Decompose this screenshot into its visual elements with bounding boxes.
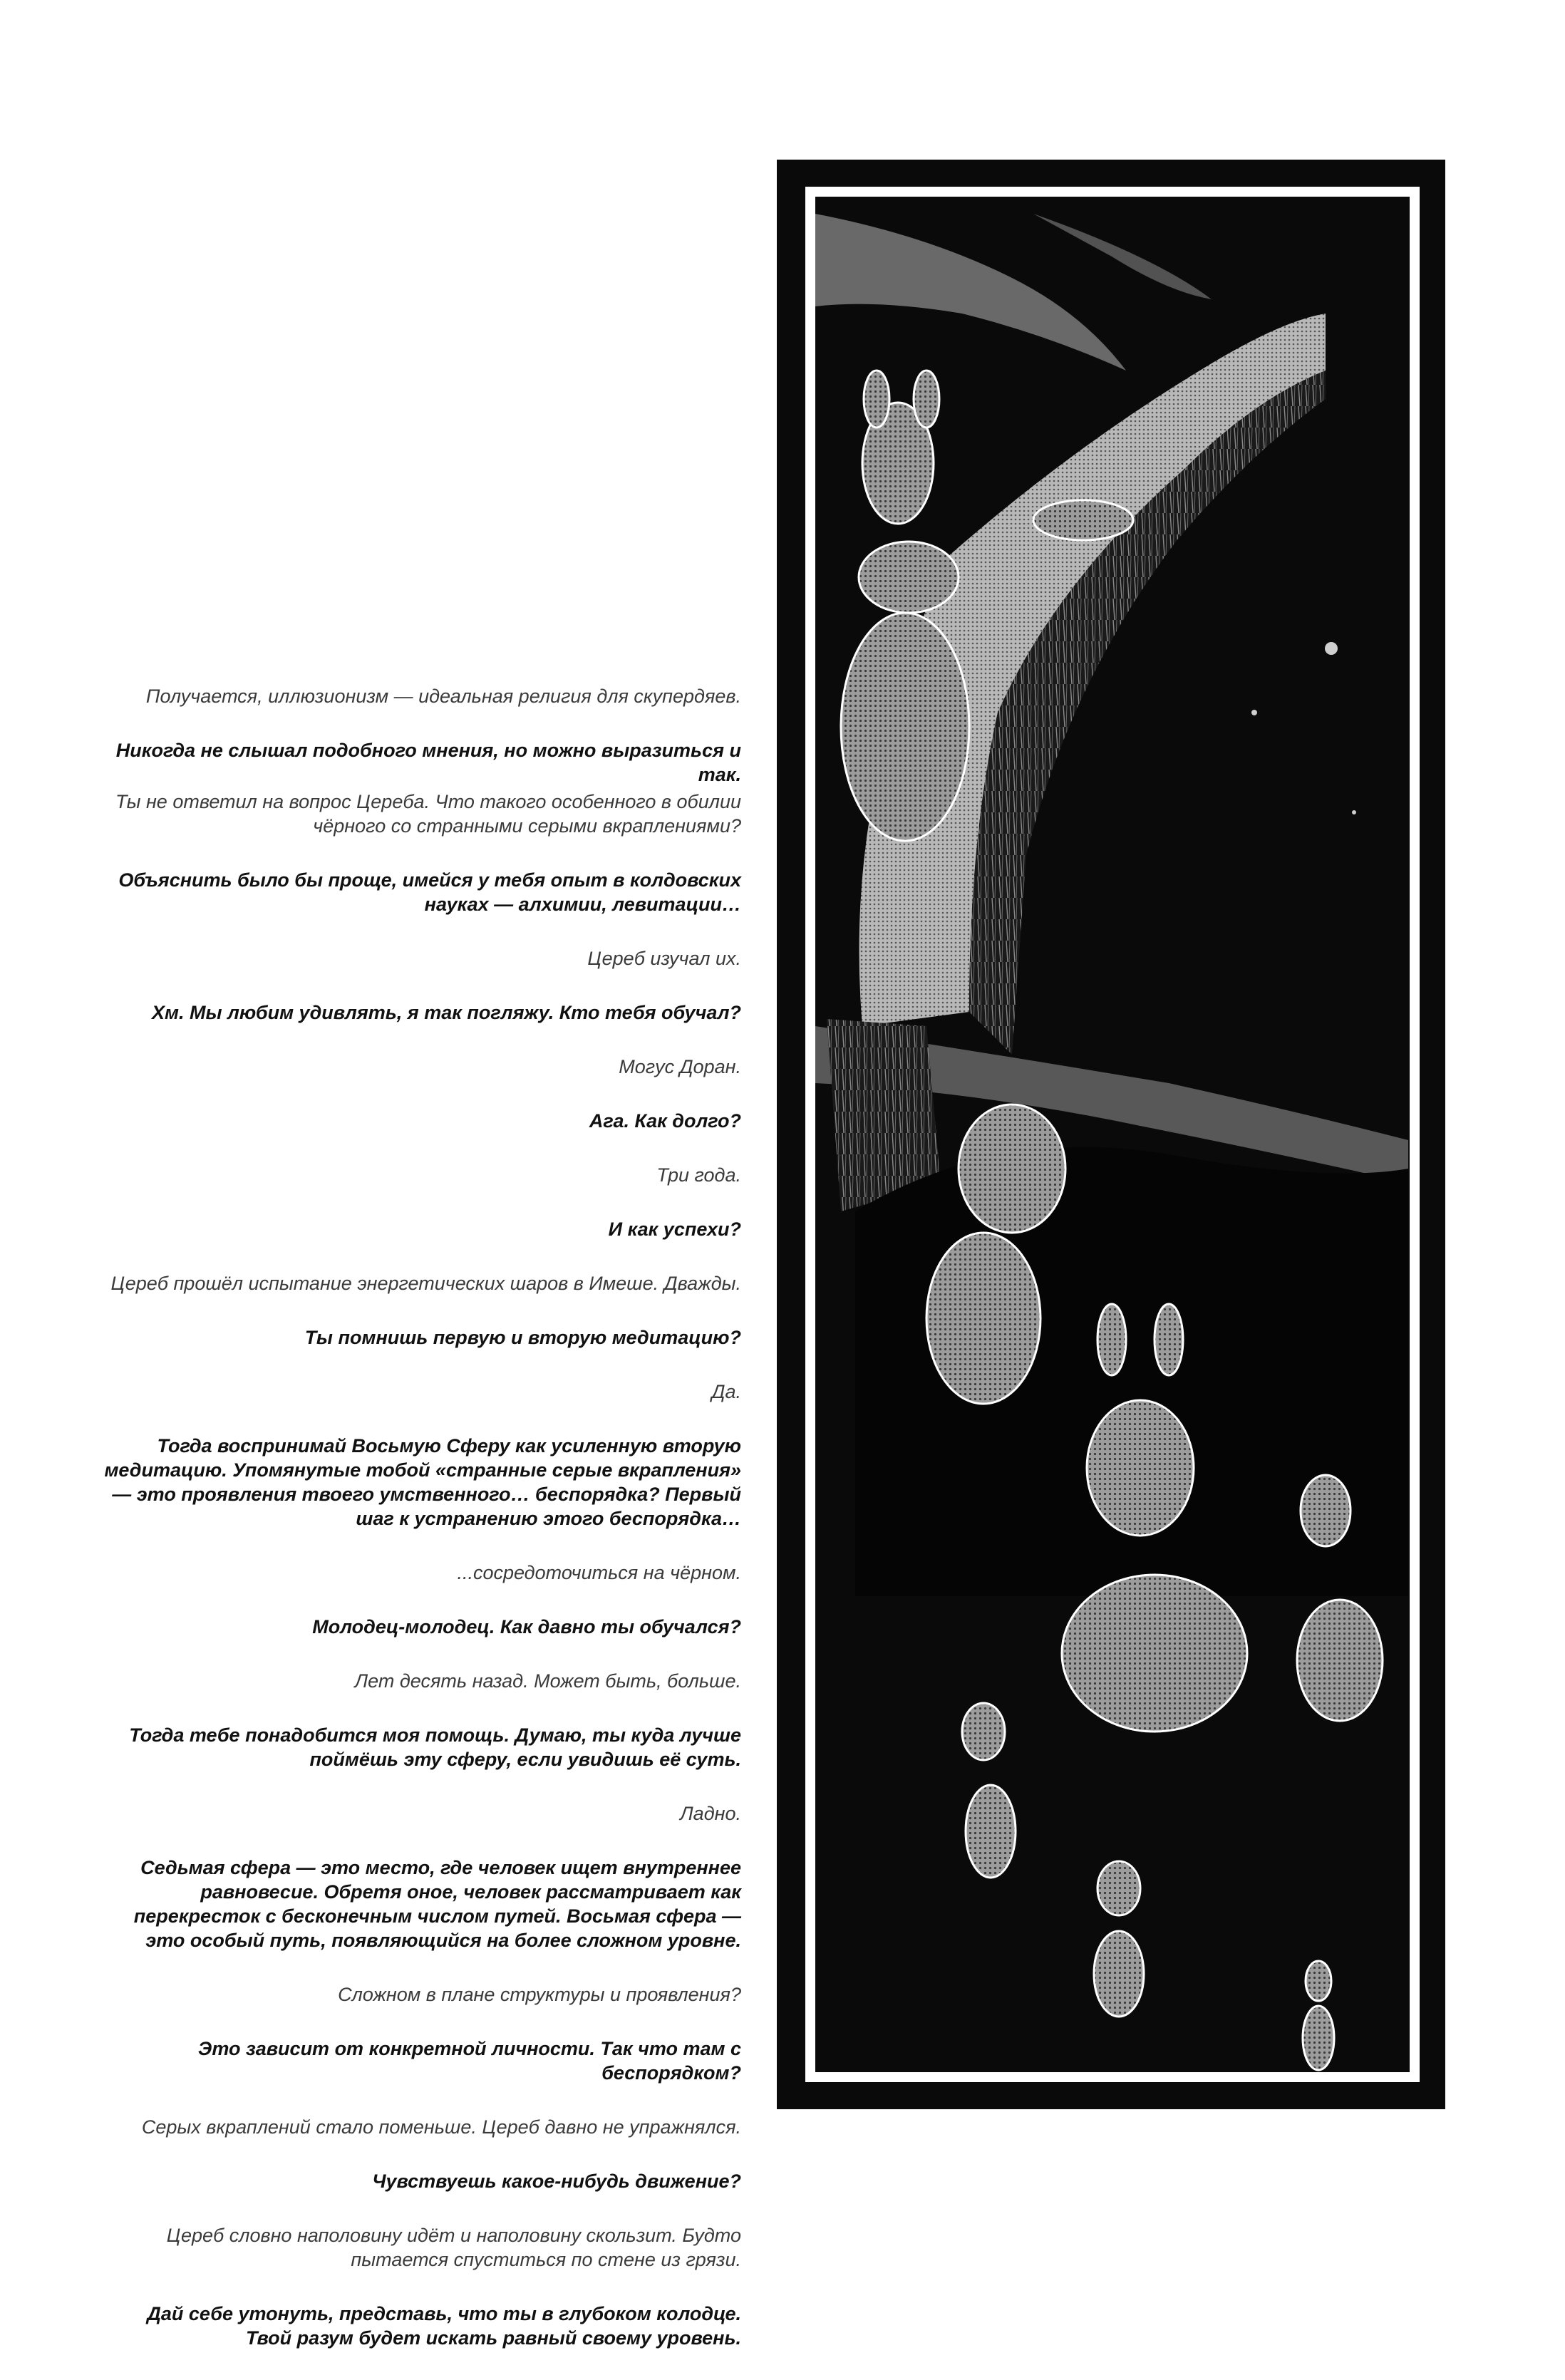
- dialogue-line: ...сосредоточиться на чёрном.: [457, 1562, 741, 1583]
- dialogue-line: Объяснить было бы проще, имейся у тебя опыт в колдовских науках — алхимии, левитации…: [118, 869, 741, 915]
- dialogue-line: Получается, иллюзионизм — идеальная религия для скупердяев.: [145, 685, 741, 707]
- dialogue-line: Ты помнишь первую и вторую медитацию?: [304, 1327, 741, 1348]
- dialogue-line: Ага. Как долго?: [589, 1110, 741, 1132]
- dialogue-line: Могус Доран.: [619, 1056, 741, 1077]
- dialogue-line: Сложном в плане структуры и проявления?: [338, 1984, 741, 2005]
- dialogue-line: Тогда воспринимай Восьмую Сферу как усиленную вторую медитацию. Упомянутые тобой «странные серые вкрапления» — это проявления твоего умственного… беспорядка? Первый шаг к устранению этого беспорядка…: [104, 1435, 741, 1529]
- dialogue-line: Молодец-молодец. Как давно ты обучался?: [312, 1616, 741, 1637]
- dialogue-line: Ладно.: [680, 1803, 741, 1824]
- dialogue-line: Цереб словно наполовину идёт и наполовину скользит. Будто пытается спуститься по стене из грязи.: [166, 2225, 741, 2270]
- dialogue-line: Дай себе утонуть, представь, что ты в глубоком колодце. Твой разум будет искать равный своему уровень.: [147, 2303, 741, 2349]
- dialogue-line: Ты не ответил на вопрос Цереба. Что такого особенного в обилии чёрного со странными серыми вкраплениями?: [115, 791, 741, 837]
- dialogue-line: Да.: [711, 1381, 741, 1402]
- dialogue-line: Тогда тебе понадобится моя помощь. Думаю, ты куда лучше поймёшь эту сферу, если увидишь её суть.: [129, 1724, 741, 1770]
- dialogue-line: Лет десять назад. Может быть, больше.: [354, 1670, 741, 1692]
- panel-frame: [805, 187, 1420, 2082]
- dialogue-line: Цереб изучал их.: [587, 948, 741, 969]
- dialogue-line: И как успехи?: [608, 1219, 741, 1240]
- dialogue-line: Хм. Мы любим удивлять, я так погляжу. Кто тебя обучал?: [152, 1002, 741, 1023]
- dialogue-line: Никогда не слышал подобного мнения, но можно выразиться и так.: [115, 740, 741, 785]
- dialogue-line: Это зависит от конкретной личности. Так что там с беспорядком?: [197, 2038, 741, 2084]
- dialogue-line: Серых вкраплений стало поменьше. Цереб давно не упражнялся.: [141, 2116, 741, 2138]
- dialogue-line: Чувствуешь какое-нибудь движение?: [372, 2171, 741, 2192]
- dialogue-line: Три года.: [656, 1164, 741, 1186]
- dialogue-line: Седьмая сфера — это место, где человек ищет внутреннее равновесие. Обретя оное, человек рассматривает как перекресток с бесконечным числом путей. Восьмая сфера — это особый путь, появляющийся на более сложном уровне.: [133, 1857, 741, 1951]
- dialogue-line: Цереб прошёл испытание энергетических шаров в Имеше. Дважды.: [110, 1273, 741, 1294]
